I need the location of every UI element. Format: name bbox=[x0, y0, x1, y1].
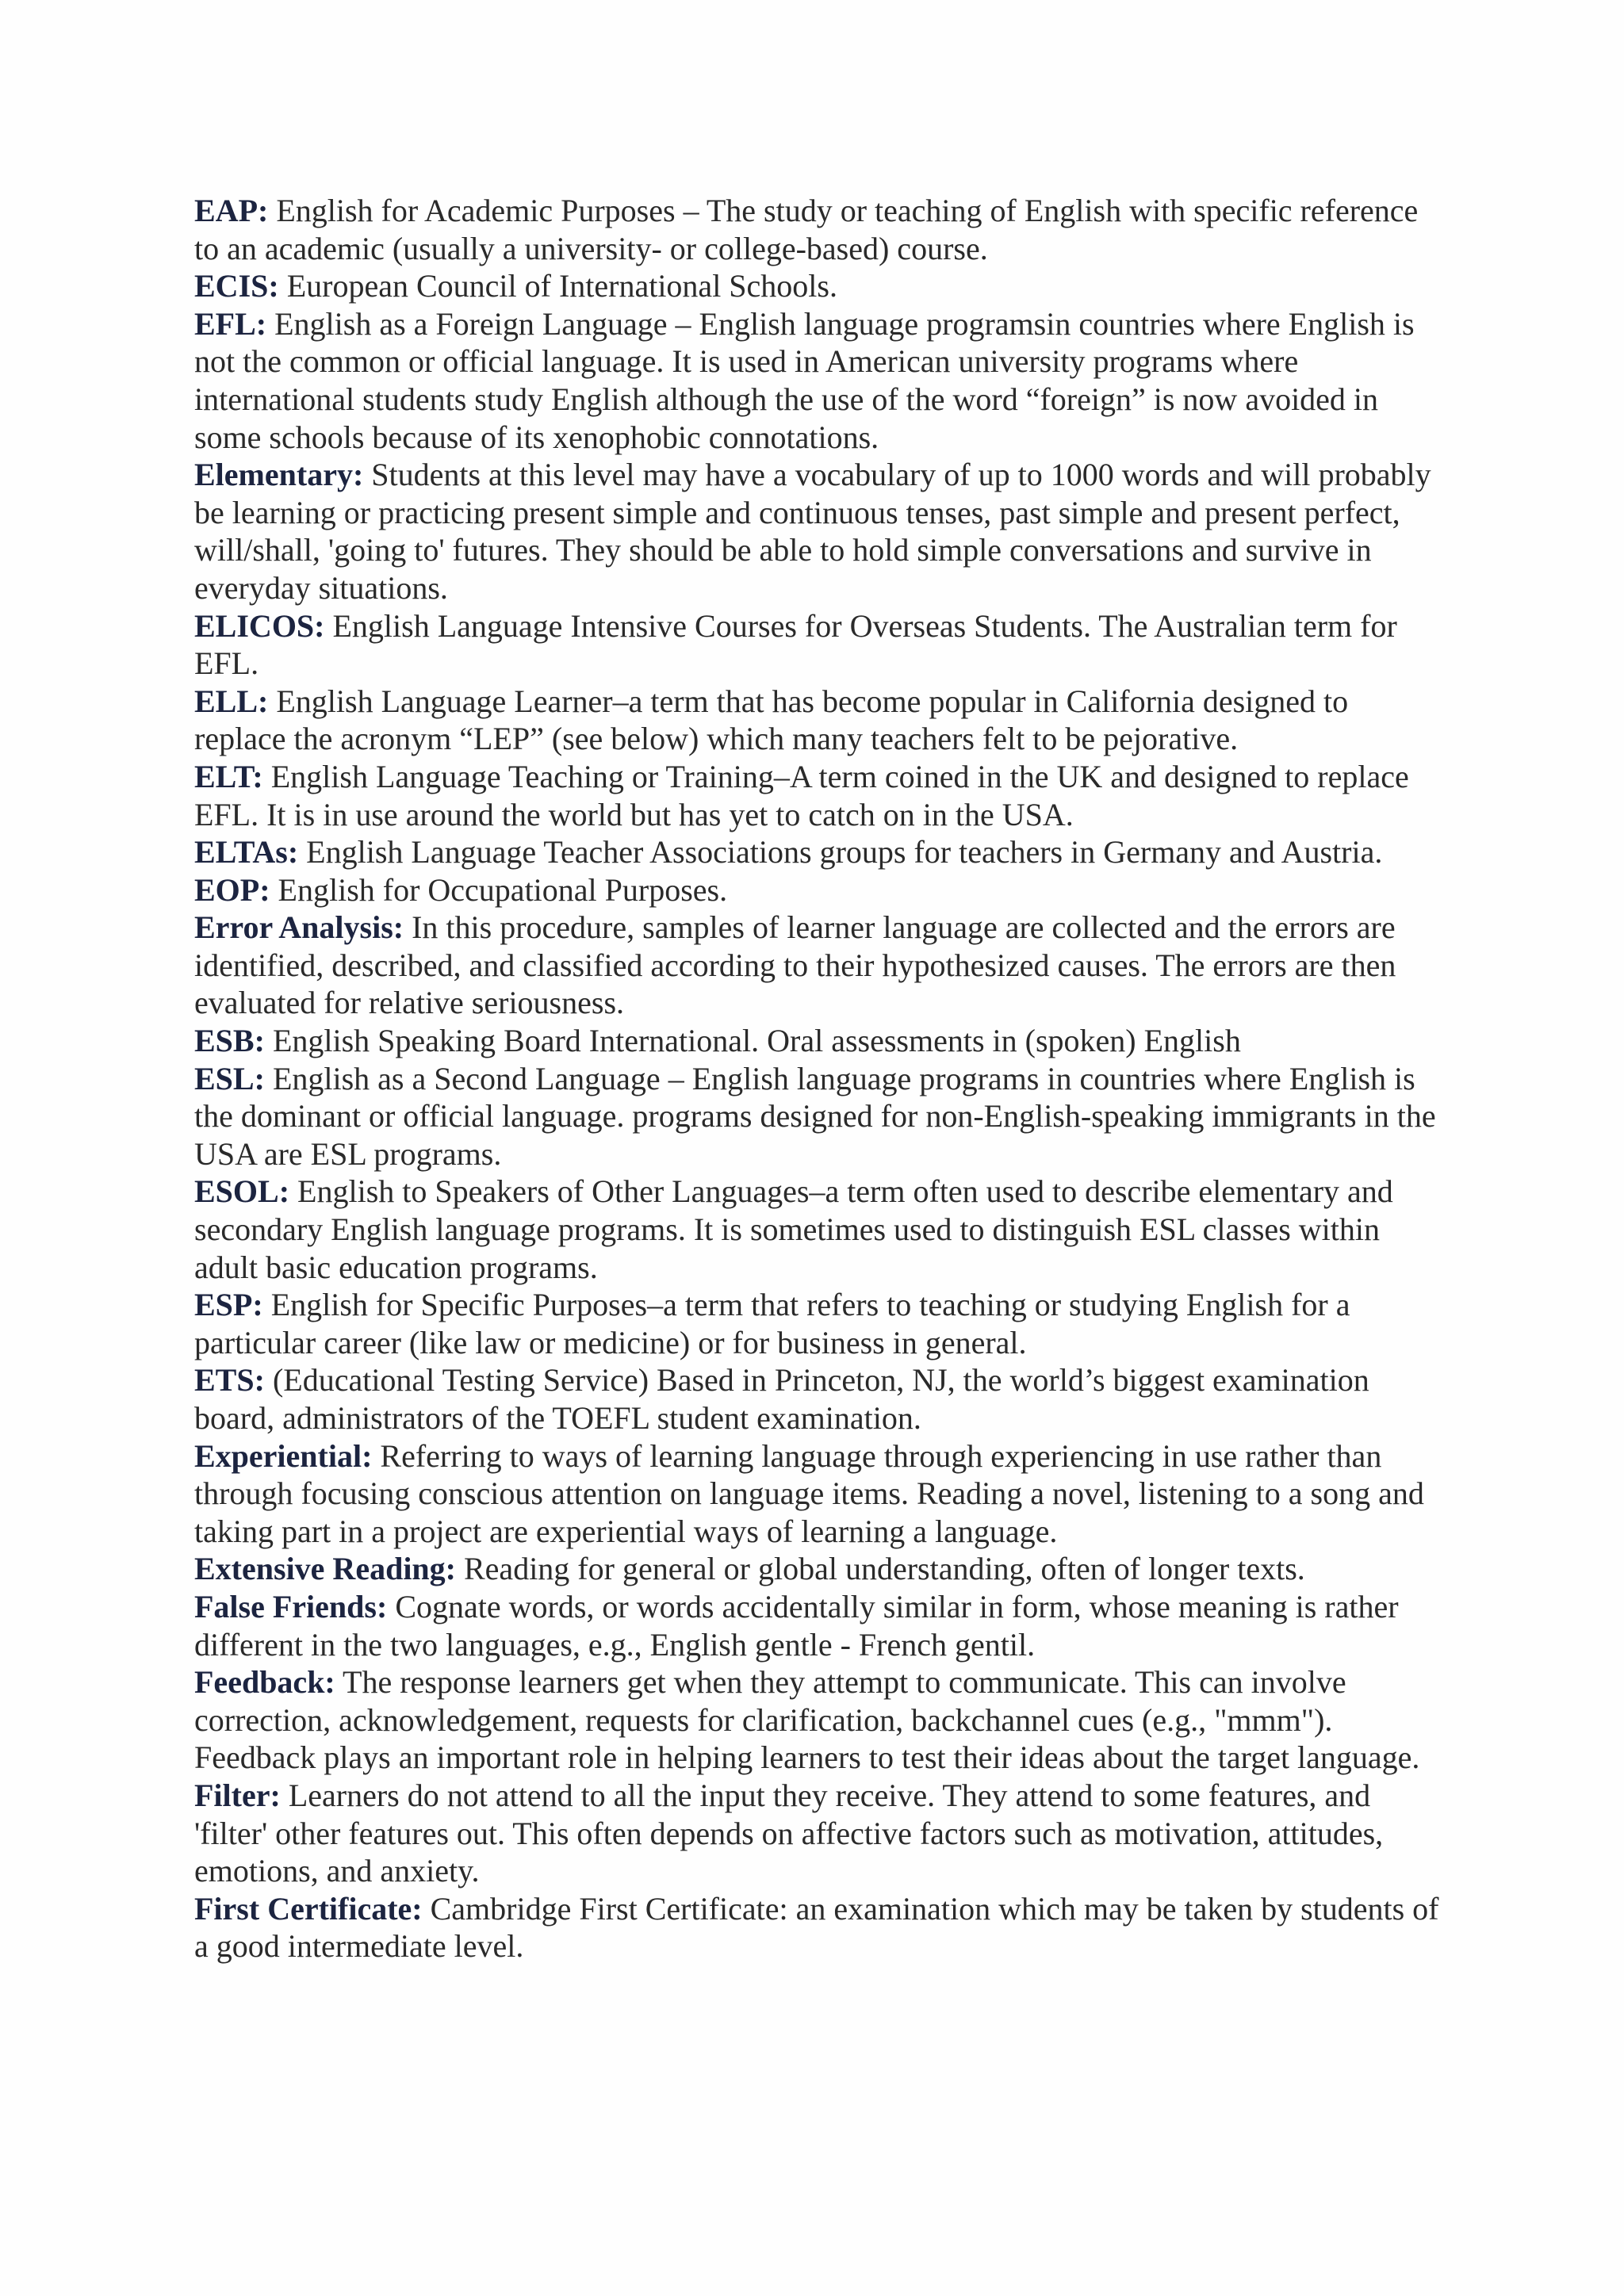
glossary-definition: English Language Intensive Courses for Overseas Students. The Australian term for EFL. bbox=[194, 607, 1397, 682]
glossary-entry-esb bbox=[194, 1022, 1447, 1060]
glossary-term: ECIS: bbox=[194, 268, 279, 304]
glossary-term: ELL: bbox=[194, 683, 269, 719]
glossary-definition: English Language Teaching or Training–A term coined in the UK and designed to replace EFL. It is in use around the world but has yet to catch on in the USA. bbox=[194, 758, 1409, 832]
glossary-definition: Students at this level may have a vocabulary of up to 1000 words and will probably be learning or practicing present simple and continuous tenses, past simple and present perfect, will/shall, 'going to' futures. They should be able to hold simple conversations and survive in everyday situations. bbox=[194, 457, 1431, 606]
glossary-entry-error-analysis bbox=[194, 909, 1447, 1022]
glossary-term: Filter: bbox=[194, 1777, 281, 1813]
glossary-definition: English for Occupational Purposes. bbox=[270, 871, 728, 908]
glossary-definition: (Educational Testing Service) Based in Princeton, NJ, the world’s biggest examination board, administrators of the TOEFL student examination. bbox=[194, 1362, 1369, 1436]
glossary-term: ESL: bbox=[194, 1060, 265, 1096]
glossary-definition: The response learners get when they attempt to communicate. This can involve correction, acknowledgement, requests for clarification, backchannel cues (e.g., "mmm"). Feedback plays an important role in helping learners to test their ideas about the target language. bbox=[194, 1664, 1420, 1776]
glossary-definition: Referring to ways of learning language through experiencing in use rather than through focusing conscious attention on language items. Reading a novel, listening to a song and taking part in a project are experiential ways of learning a language. bbox=[194, 1437, 1424, 1549]
glossary-definition: English Speaking Board International. Oral assessments in (spoken) English bbox=[264, 1023, 1241, 1059]
glossary-term: ETS: bbox=[194, 1362, 265, 1399]
glossary-entry-elicos bbox=[194, 607, 1447, 683]
glossary-entry-filter bbox=[194, 1777, 1447, 1890]
glossary-term: First Certificate: bbox=[194, 1890, 423, 1927]
glossary-term: EAP: bbox=[194, 193, 269, 228]
glossary-entry-esol bbox=[194, 1173, 1447, 1286]
glossary-entry-extensive-reading bbox=[194, 1550, 1447, 1588]
glossary-entry-experiential bbox=[194, 1437, 1447, 1551]
glossary-definition: English to Speakers of Other Languages–a term often used to describe elementary and secondary English language programs. It is sometimes used to distinguish ESL classes within adult basic education programs. bbox=[194, 1173, 1393, 1285]
glossary-entry-feedback bbox=[194, 1663, 1447, 1777]
glossary-definition: Learners do not attend to all the input they receive. They attend to some features, and 'filter' other features out. This often depends on affective factors such as motivation, attitudes, emotions, and anxiety. bbox=[194, 1777, 1384, 1889]
glossary-definition: English for Specific Purposes–a term that refers to teaching or studying English for a particular career (like law or medicine) or for business in general. bbox=[194, 1287, 1350, 1360]
glossary-definition: English Language Learner–a term that has become popular in California designed to replace the acronym “LEP” (see below) which many teachers felt to be pejorative. bbox=[194, 683, 1349, 757]
glossary-definition: English as a Foreign Language – English language programsin countries where English is not the common or official language. It is used in American university programs where international students study English although the use of the word “foreign” is now avoided in some schools because of its xenophobic connotations. bbox=[194, 305, 1415, 455]
glossary-term: ESP: bbox=[194, 1287, 263, 1323]
glossary-entry-elementary bbox=[194, 456, 1447, 607]
glossary-definition: In this procedure, samples of learner language are collected and the errors are identified, described, and classified according to their hypothesized causes. The errors are then evaluated for relative seriousness. bbox=[194, 909, 1396, 1021]
glossary-list bbox=[194, 192, 1447, 1965]
glossary-term: EOP: bbox=[194, 871, 270, 908]
glossary-entry-eltas bbox=[194, 833, 1447, 871]
glossary-term: Extensive Reading: bbox=[194, 1551, 456, 1587]
glossary-term: ELICOS: bbox=[194, 607, 325, 644]
glossary-entry-ets bbox=[194, 1361, 1447, 1437]
glossary-entry-ell bbox=[194, 683, 1447, 758]
glossary-definition: European Council of International Schools. bbox=[278, 268, 837, 304]
glossary-term: ESOL: bbox=[194, 1173, 290, 1210]
glossary-definition: Reading for general or global understanding, often of longer texts. bbox=[456, 1551, 1305, 1587]
glossary-definition: English for Academic Purposes – The study or teaching of English with specific reference to an academic (usually a university- or college-based) course. bbox=[194, 193, 1419, 266]
glossary-definition: English Language Teacher Associations groups for teachers in Germany and Austria. bbox=[298, 834, 1383, 871]
glossary-definition: Cambridge First Certificate: an examination which may be taken by students of a good intermediate level. bbox=[194, 1890, 1439, 1965]
glossary-term: Experiential: bbox=[194, 1437, 373, 1474]
glossary-entry-elt bbox=[194, 758, 1447, 833]
glossary-entry-false-friends bbox=[194, 1588, 1447, 1663]
glossary-term: Error Analysis: bbox=[194, 909, 404, 946]
glossary-term: ESB: bbox=[194, 1023, 265, 1059]
glossary-entry-first-certificate bbox=[194, 1890, 1447, 1965]
glossary-definition: Cognate words, or words accidentally similar in form, whose meaning is rather different in the two languages, e.g., English gentle - French gentil. bbox=[194, 1588, 1399, 1663]
glossary-entry-esl bbox=[194, 1060, 1447, 1173]
glossary-entry-esp bbox=[194, 1286, 1447, 1361]
glossary-term: Elementary: bbox=[194, 457, 364, 493]
glossary-definition: English as a Second Language – English language programs in countries where English is the dominant or official language. programs designed for non-English-speaking immigrants in the USA are ESL programs. bbox=[194, 1060, 1436, 1172]
glossary-term: False Friends: bbox=[194, 1588, 388, 1624]
glossary-entry-ecis bbox=[194, 267, 1447, 305]
glossary-term: Feedback: bbox=[194, 1664, 335, 1701]
glossary-entry-eap bbox=[194, 192, 1447, 267]
glossary-term: ELT: bbox=[194, 758, 263, 794]
glossary-entry-efl bbox=[194, 305, 1447, 456]
glossary-term: ELTAs: bbox=[194, 834, 299, 871]
glossary-entry-eop bbox=[194, 871, 1447, 909]
glossary-term: EFL: bbox=[194, 305, 267, 342]
